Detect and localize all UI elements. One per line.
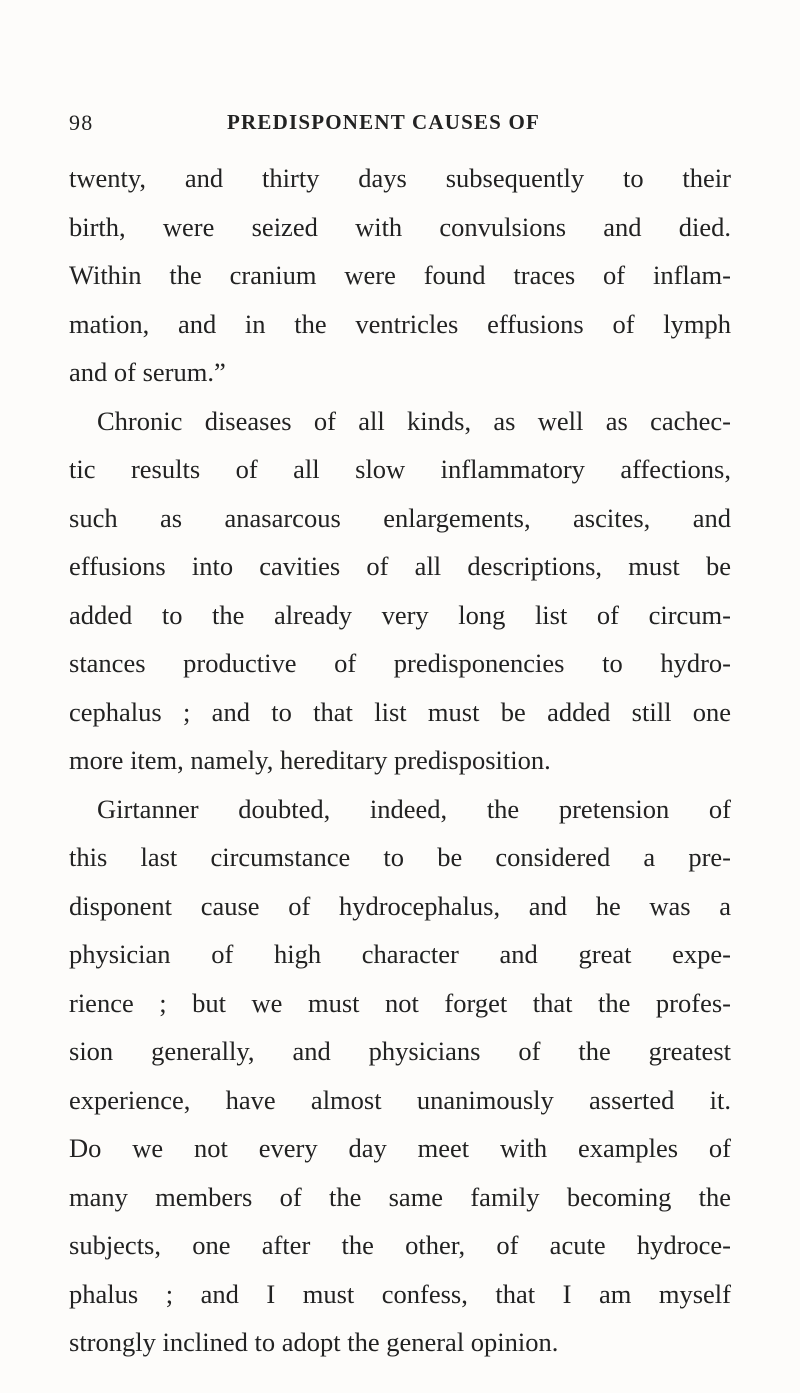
text-line: effusions into cavities of all descriptions, must be bbox=[69, 551, 731, 581]
text-line: Chronic diseases of all kinds, as well as cachec- bbox=[97, 405, 731, 436]
text-line: this last circumstance to be considered a pre- bbox=[69, 842, 731, 872]
text-line: stances productive of predisponencies to hydro- bbox=[69, 648, 731, 678]
text-line: strongly inclined to adopt the general opinion. bbox=[69, 1327, 559, 1357]
text-line: Girtanner doubted, indeed, the pretension of bbox=[97, 793, 731, 824]
text-line: subjects, one after the other, of acute hydroce- bbox=[69, 1230, 731, 1260]
text-line: phalus ; and I must confess, that I am myself bbox=[69, 1278, 731, 1309]
text-line: and of serum.” bbox=[69, 357, 226, 387]
text-line: many members of the same family becoming the bbox=[69, 1181, 731, 1212]
text-line: birth, were seized with convulsions and died. bbox=[69, 211, 731, 242]
text-line: twenty, and thirty days subsequently to their bbox=[69, 163, 731, 193]
text-line: added to the already very long list of circum- bbox=[69, 599, 731, 630]
running-head bbox=[69, 110, 730, 146]
text-line: such as anasarcous enlargements, ascites, and bbox=[69, 502, 731, 533]
text-line: Do we not every day meet with examples of bbox=[69, 1133, 731, 1163]
text-line: rience ; but we must not forget that the profes- bbox=[69, 987, 731, 1018]
text-line: Within the cranium were found traces of inflam- bbox=[69, 260, 731, 290]
text-line: tic results of all slow inflammatory affections, bbox=[69, 454, 731, 484]
text-line: cephalus ; and to that list must be added still one bbox=[69, 696, 731, 727]
text-line: more item, namely, hereditary predisposition. bbox=[69, 745, 551, 775]
text-line: experience, have almost unanimously asserted it. bbox=[69, 1084, 731, 1115]
running-head-title: PREDISPONENT CAUSES OF bbox=[227, 110, 541, 134]
text-line: disponent cause of hydrocephalus, and he was a bbox=[69, 890, 731, 921]
text-line: physician of high character and great expe- bbox=[69, 939, 731, 969]
text-line: sion generally, and physicians of the greatest bbox=[69, 1036, 731, 1066]
page-number: 98 bbox=[69, 110, 94, 135]
body-text bbox=[69, 154, 731, 1367]
text-line: mation, and in the ventricles effusions of lymph bbox=[69, 308, 731, 339]
